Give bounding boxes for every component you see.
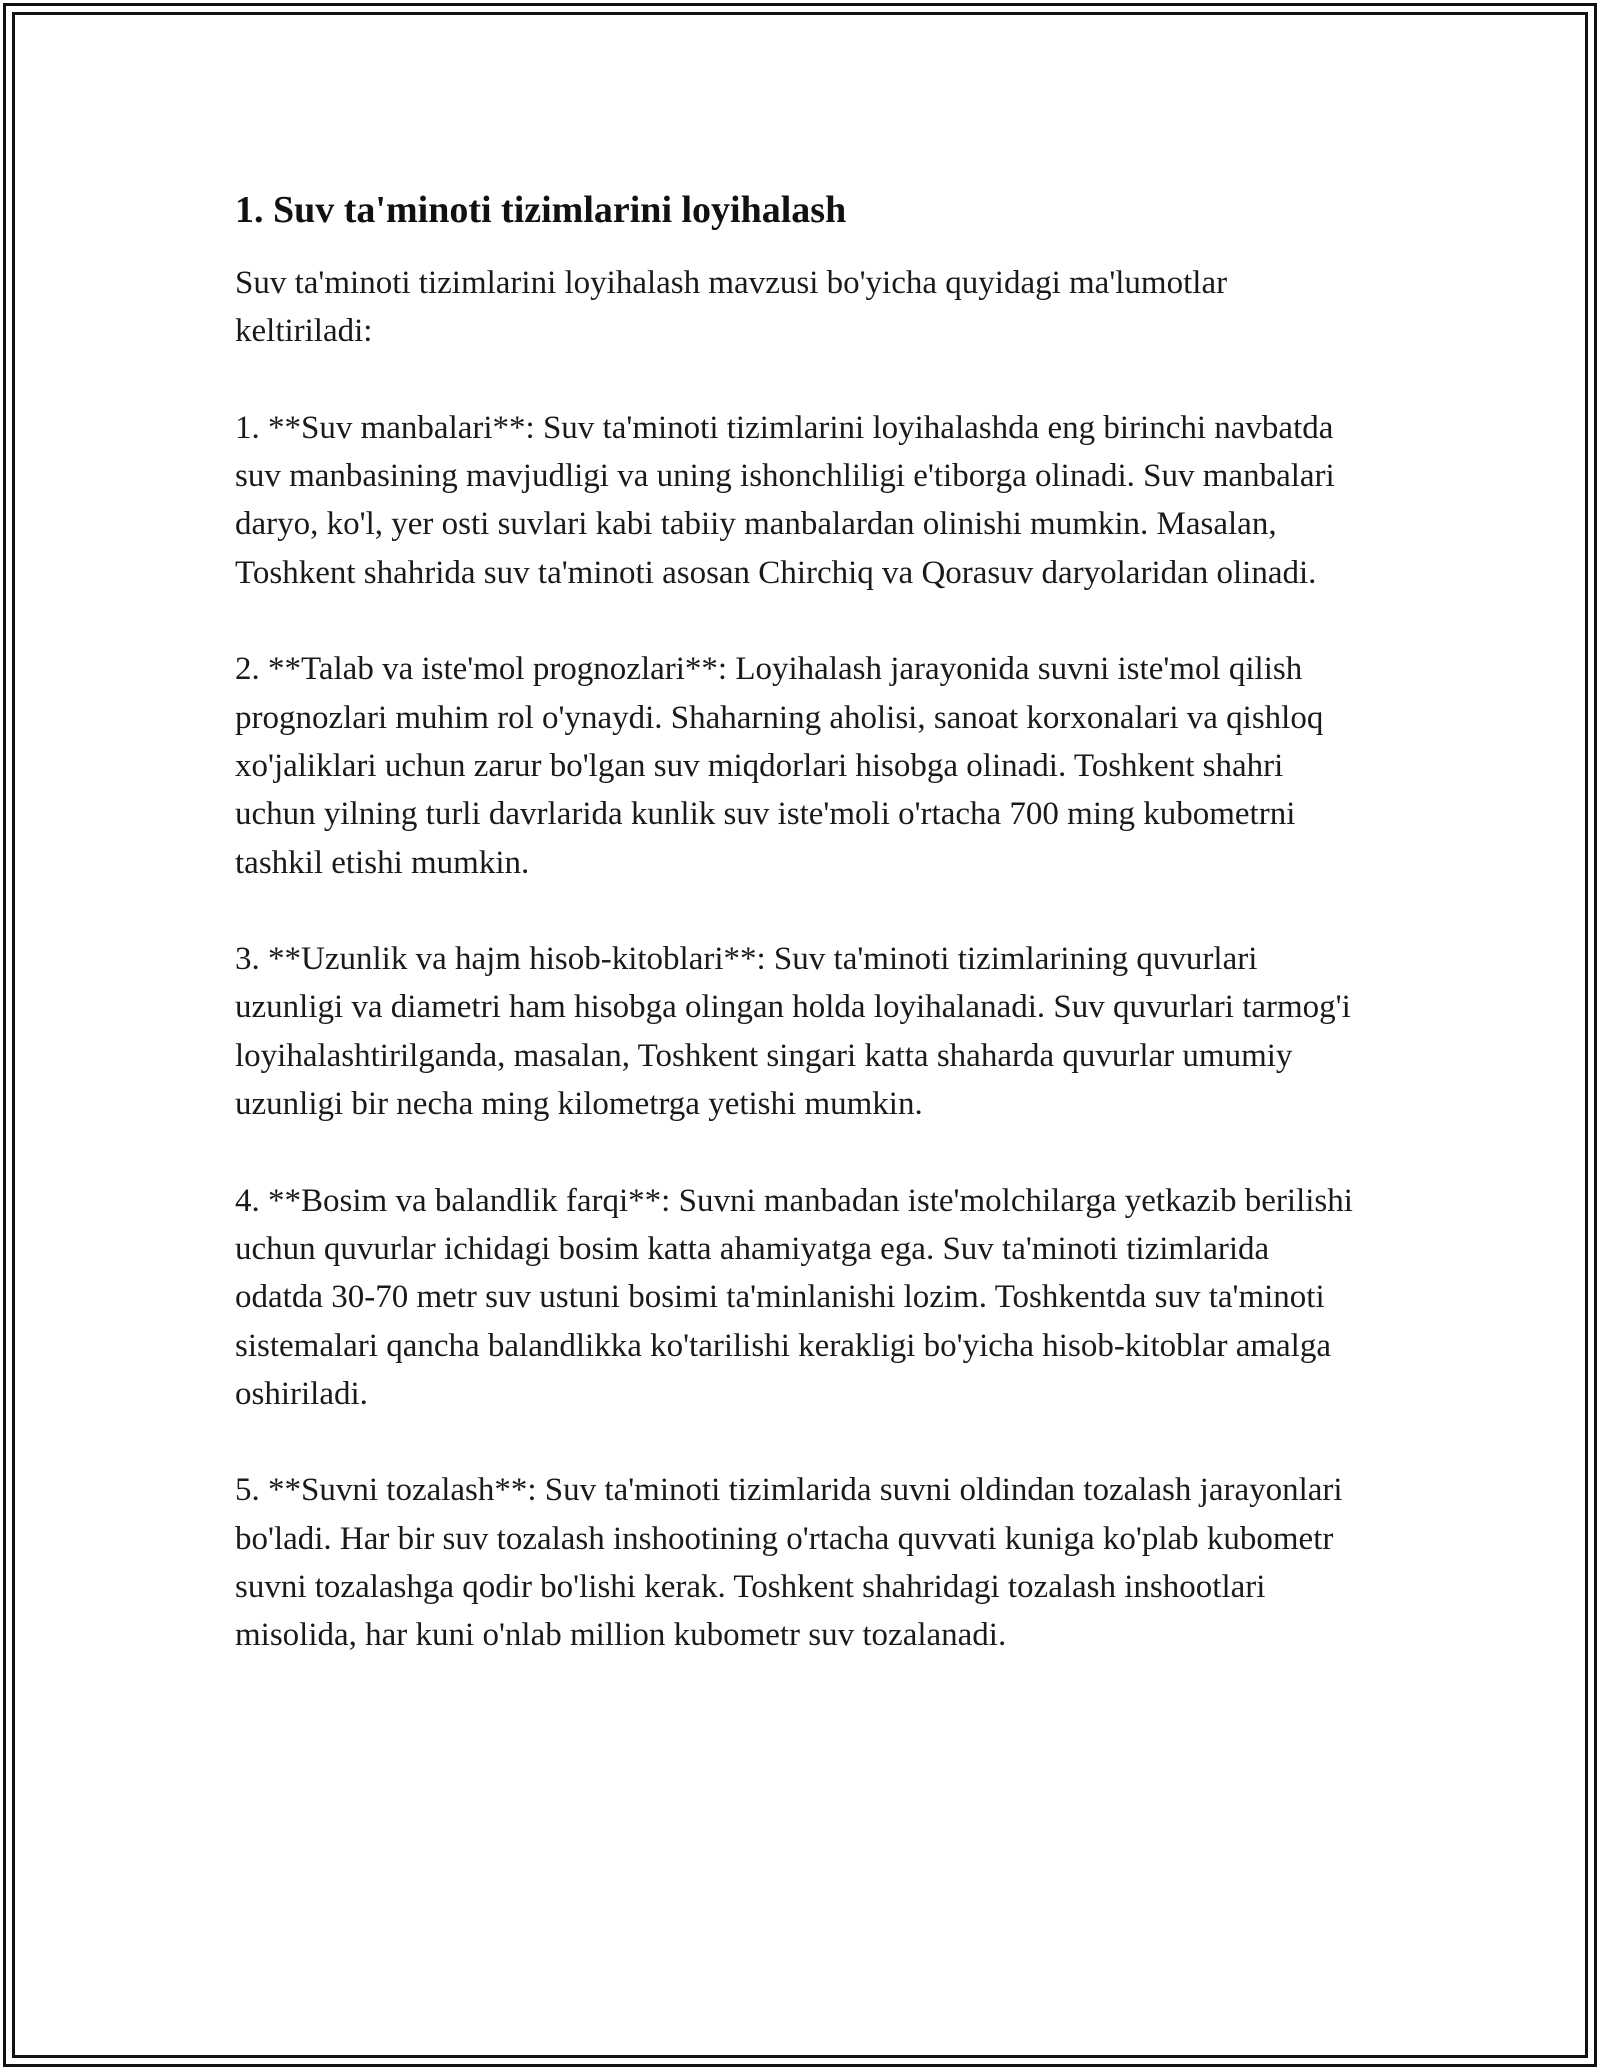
list-item-demand-forecasts: 2. **Talab va iste'mol prognozlari**: Loyihalash jarayonida suvni iste'mol qilish prognozlari muhim rol o'ynaydi. Shaharning aholisi, sanoat korxonalari va qishloq xo'jaliklari uchun zarur bo'lgan suv miqdorlari hisobga olinadi. Toshkent shahri uchun yilning turli davrlarida kunlik suv iste'moli o'rtacha 700 ming kubometrni tashkil etishi mumkin. <box>235 651 1324 881</box>
list-item-pressure-elevation: 4. **Bosim va balandlik farqi**: Suvni manbadan iste'molchilarga yetkazib berilishi uchun quvurlar ichidagi bosim katta ahamiyatga ega. Suv ta'minoti tizimlarida odatda 30-70 metr suv ustuni bosimi ta'minlanishi lozim. Toshkentda suv ta'minoti sistemalari qancha balandlikka ko'tarilishi kerakligi bo'yicha hisob-kitoblar amalga oshiriladi. <box>235 1182 1353 1412</box>
list-item-length-volume-calculations: 3. **Uzunlik va hajm hisob-kitoblari**: Suv ta'minoti tizimlarining quvurlari uzunligi va diametri ham hisobga olingan holda loyihalanadi. Suv quvurlari tarmog'i loyihalashtirilganda, masalan, Toshkent singari katta shaharda quvurlar umumiy uzunligi bir necha ming kilometrga yetishi mumkin. <box>235 941 1351 1123</box>
document-body <box>235 185 1365 1708</box>
list-item-water-sources: 1. **Suv manbalari**: Suv ta'minoti tizimlarini loyihalashda eng birinchi navbatda suv manbasining mavjudligi va uning ishonchliligi e'tiborga olinadi. Suv manbalari daryo, ko'l, yer osti suvlari kabi tabiiy manbalardan olinishi mumkin. Masalan, Toshkent shahrida suv ta'minoti asosan Chirchiq va Qorasuv daryolaridan olinadi. <box>235 409 1335 591</box>
document-title: 1. Suv ta'minoti tizimlarini loyihalash <box>235 189 847 231</box>
list-item-water-treatment: 5. **Suvni tozalash**: Suv ta'minoti tizimlarida suvni oldindan tozalash jarayonlari bo'ladi. Har bir suv tozalash inshootining o'rtacha quvvati kuniga ko'plab kubometr suvni tozalashga qodir bo'lishi kerak. Toshkent shahridagi tozalash inshootlari misolida, har kuni o'nlab million kubometr suv tozalanadi. <box>235 1472 1343 1654</box>
intro-paragraph: Suv ta'minoti tizimlarini loyihalash mavzusi bo'yicha quyidagi ma'lumotlar keltiriladi: <box>235 265 1228 350</box>
